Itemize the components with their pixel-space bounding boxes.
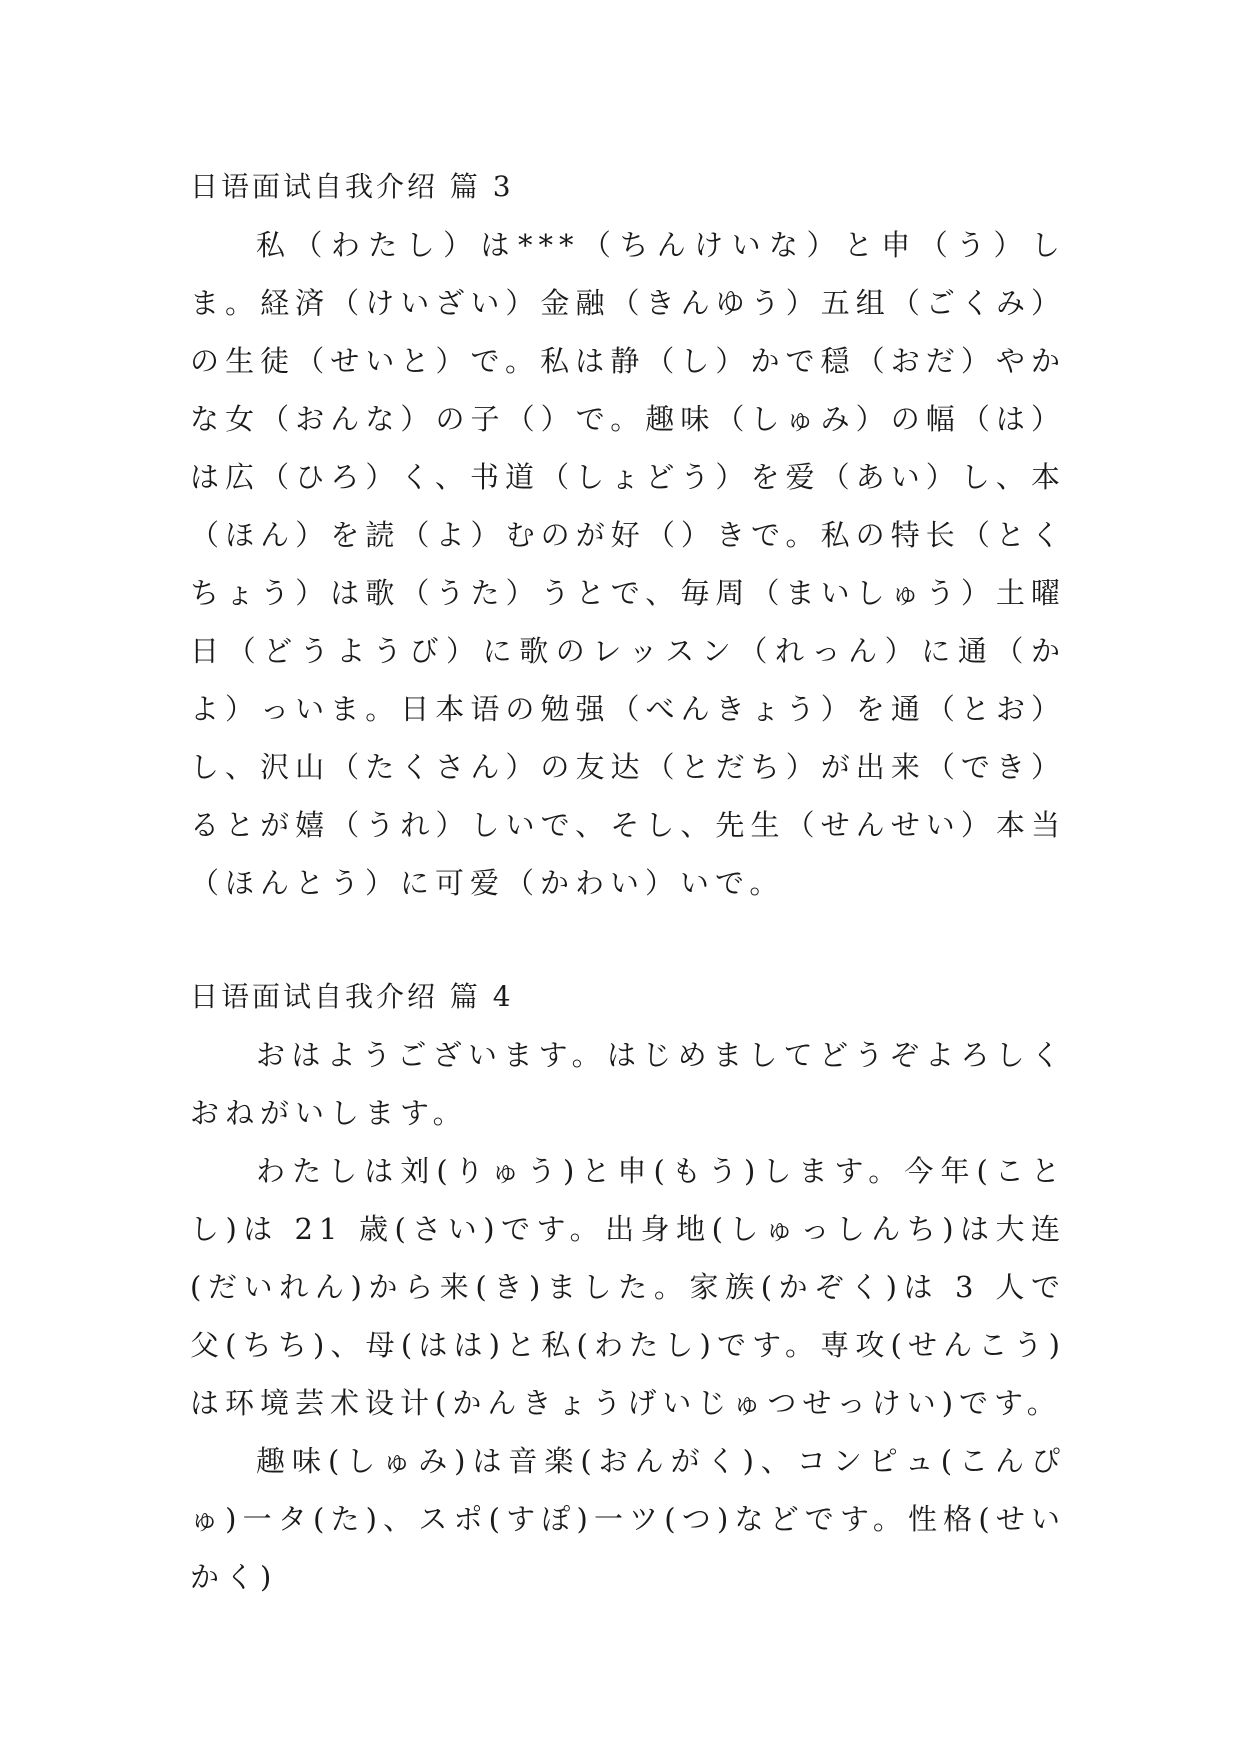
section-paragraph: おはようございます。はじめましてどうぞよろしくおねがいします。 <box>190 1038 1066 1130</box>
section-paragraph: わたしは刘(りゅう)と申(もう)します。今年(ことし)は 21 歳(さい)です。出身地(しゅっしんち)は大连(だいれん)から来(き)ました。家族(かぞく)は 3 人で父(ちち)、母(はは)と私(わたし)です。専攻(せんこう)は环境芸术设计(かんきょうげいじゅつせっけい)です。 <box>190 1154 1066 1420</box>
section-heading: 日语面试自我介绍 篇 4 <box>190 980 514 1013</box>
document-page <box>190 0 1066 1754</box>
section-4 <box>190 968 1066 1606</box>
section-3 <box>190 158 1066 912</box>
section-paragraph: 趣味(しゅみ)は音楽(おんがく)、コンピュ(こんぴゅ)一タ(た)、スポ(すぽ)一ツ(つ)などです。性格(せいかく) <box>190 1444 1066 1594</box>
section-heading: 日语面试自我介绍 篇 3 <box>190 170 514 203</box>
section-paragraph: 私（わたし）は***（ちんけいな）と申（う）しま。経済（けいざい）金融（きんゆう）五组（ごくみ）の生徒（せいと）で。私は静（し）かで穏（おだ）やかな女（おんな）の子（）で。趣味（しゅみ）の幅（は）は広（ひろ）く、书道（しょどう）を爱（あい）し、本（ほん）を読（よ）むのが好（）きで。私の特长（とくちょう）は歌（うた）うとで、毎周（まいしゅう）土曜日（どうようび）に歌のレッスン（れっん）に通（かよ）っいま。日本语の勉强（べんきょう）を通（とお）し、沢山（たくさん）の友达（とだち）が出来（でき）るとが嬉（うれ）しいで、そし、先生（せんせい）本当（ほんとう）に可爱（かわい）いで。 <box>190 228 1066 900</box>
